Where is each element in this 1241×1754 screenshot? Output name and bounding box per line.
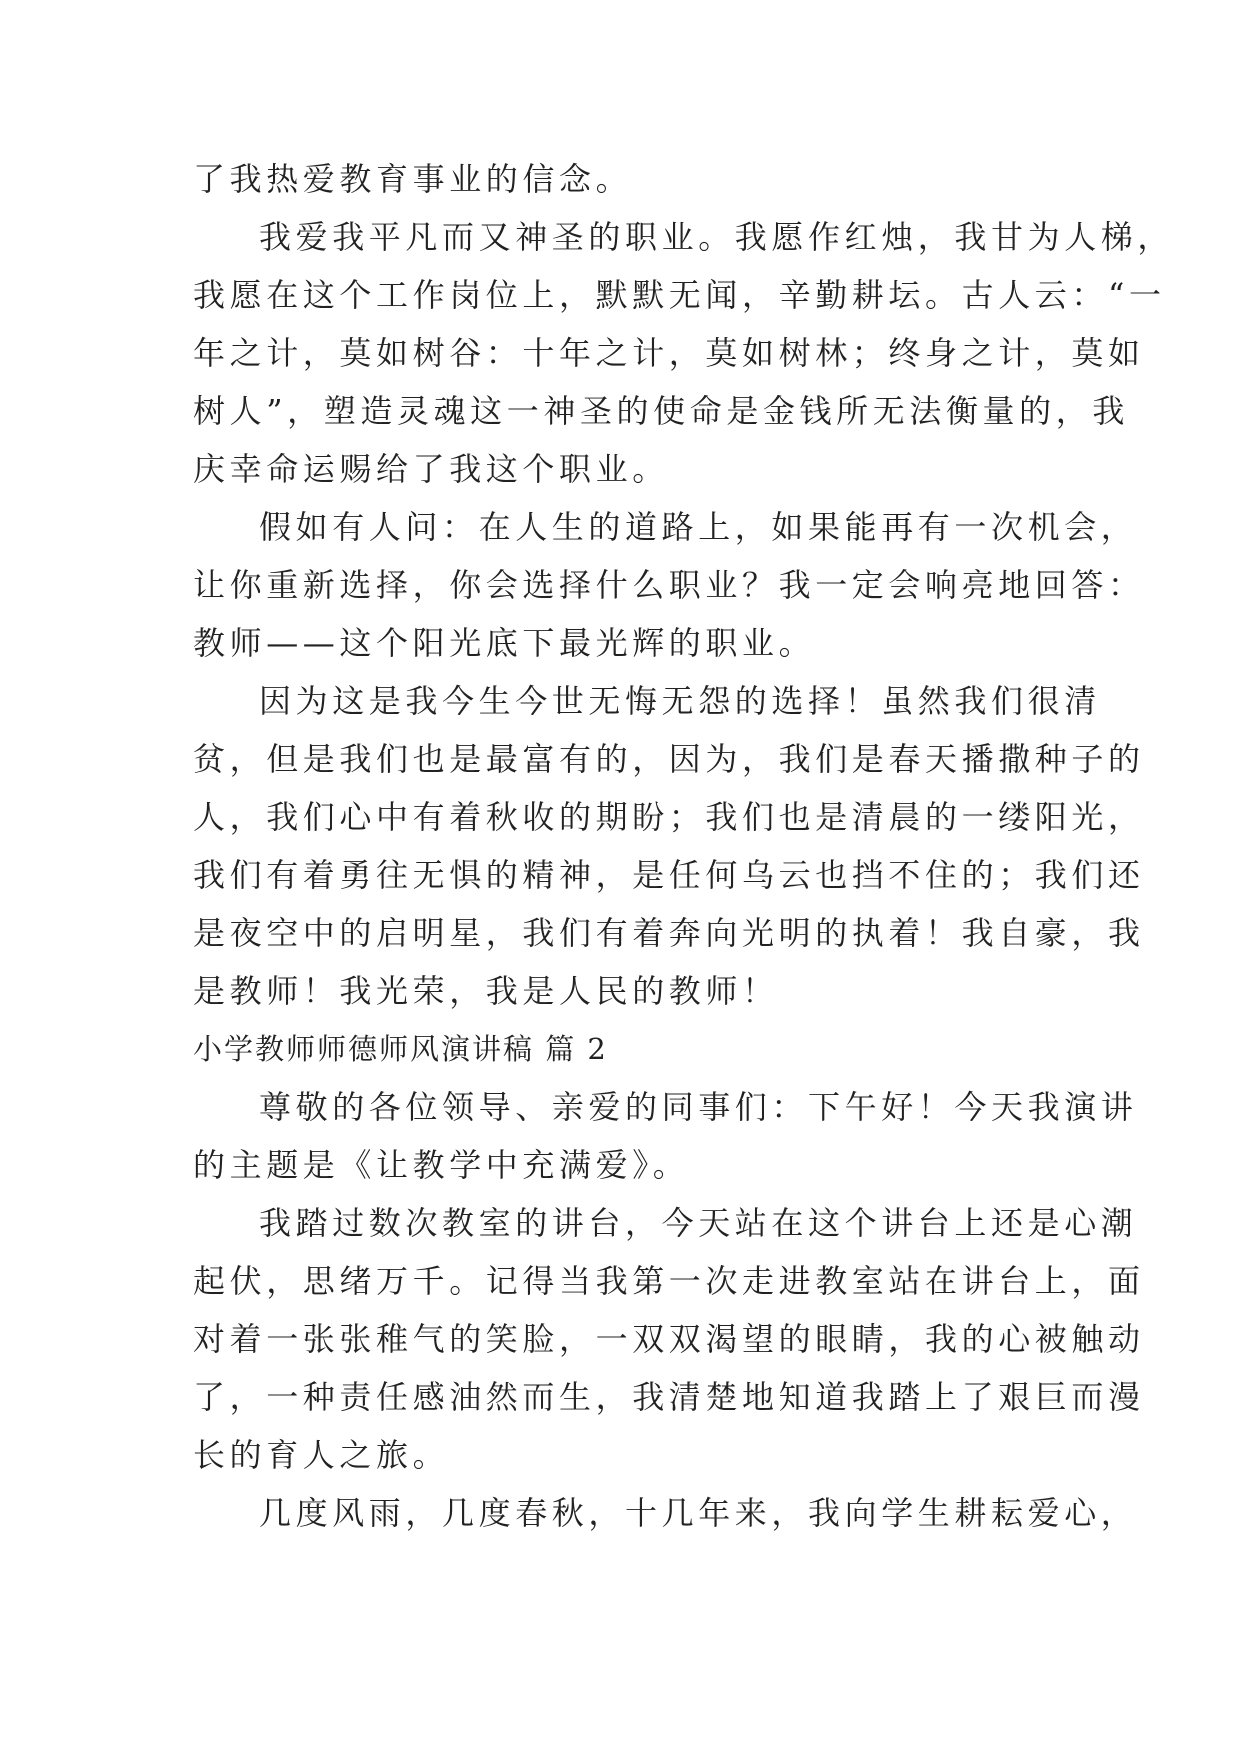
text-line: 几度风雨，几度春秋，十几年来，我向学生耕耘爱心， <box>259 1494 1138 1532</box>
text-line: 长的育人之旅。 <box>193 1436 450 1474</box>
text-line: 是教师！我光荣，我是人民的教师！ <box>193 972 779 1010</box>
section-heading <box>193 1020 1053 1078</box>
text-line: 我踏过数次教室的讲台，今天站在这个讲台上还是心潮 <box>259 1204 1138 1242</box>
text-line: 庆幸命运赐给了我这个职业。 <box>193 450 669 488</box>
paragraph <box>193 1078 1138 1194</box>
text-line: 让你重新选择，你会选择什么职业？我一定会响亮地回答： <box>193 566 1145 604</box>
text-line: 起伏，思绪万千。记得当我第一次走进教室站在讲台上，面 <box>193 1262 1145 1300</box>
heading-text: 小学教师师德师风演讲稿 篇 2 <box>193 1032 608 1066</box>
paragraph <box>193 1484 1138 1542</box>
document-page <box>193 150 1175 1542</box>
text-line: 了，一种责任感油然而生，我清楚地知道我踏上了艰巨而漫 <box>193 1378 1145 1416</box>
text-line: 假如有人问：在人生的道路上，如果能再有一次机会， <box>259 508 1138 546</box>
text-line: 人，我们心中有着秋收的期盼；我们也是清晨的一缕阳光， <box>193 798 1145 836</box>
text-line: 的主题是《让教学中充满爱》。 <box>193 1146 690 1184</box>
text-line: 年之计，莫如树谷：十年之计，莫如树林；终身之计，莫如 <box>193 334 1145 372</box>
text-line: 树人”，塑造灵魂这一神圣的使命是金钱所无法衡量的，我 <box>193 392 1129 430</box>
paragraph <box>193 498 1145 672</box>
text-line: 我愿在这个工作岗位上，默默无闻，辛勤耕坛。古人云：“一 <box>193 276 1166 314</box>
paragraph <box>193 150 1053 208</box>
paragraph <box>193 1194 1145 1484</box>
text-line: 尊敬的各位领导、亲爱的同事们：下午好！今天我演讲 <box>259 1088 1138 1126</box>
paragraph <box>193 208 1175 498</box>
text-line: 我们有着勇往无惧的精神，是任何乌云也挡不住的；我们还 <box>193 856 1145 894</box>
text-line: 我爱我平凡而又神圣的职业。我愿作红烛，我甘为人梯， <box>259 218 1175 256</box>
text-line: 教师——这个阳光底下最光辉的职业。 <box>193 624 816 662</box>
text-line: 了我热爱教育事业的信念。 <box>193 160 633 198</box>
text-line: 因为这是我今生今世无悔无怨的选择！虽然我们很清 <box>259 682 1101 720</box>
text-line: 对着一张张稚气的笑脸，一双双渴望的眼睛，我的心被触动 <box>193 1320 1145 1358</box>
paragraph <box>193 672 1145 1020</box>
text-line: 贫，但是我们也是最富有的，因为，我们是春天播撒种子的 <box>193 740 1145 778</box>
text-line: 是夜空中的启明星，我们有着奔向光明的执着！我自豪，我 <box>193 914 1145 952</box>
